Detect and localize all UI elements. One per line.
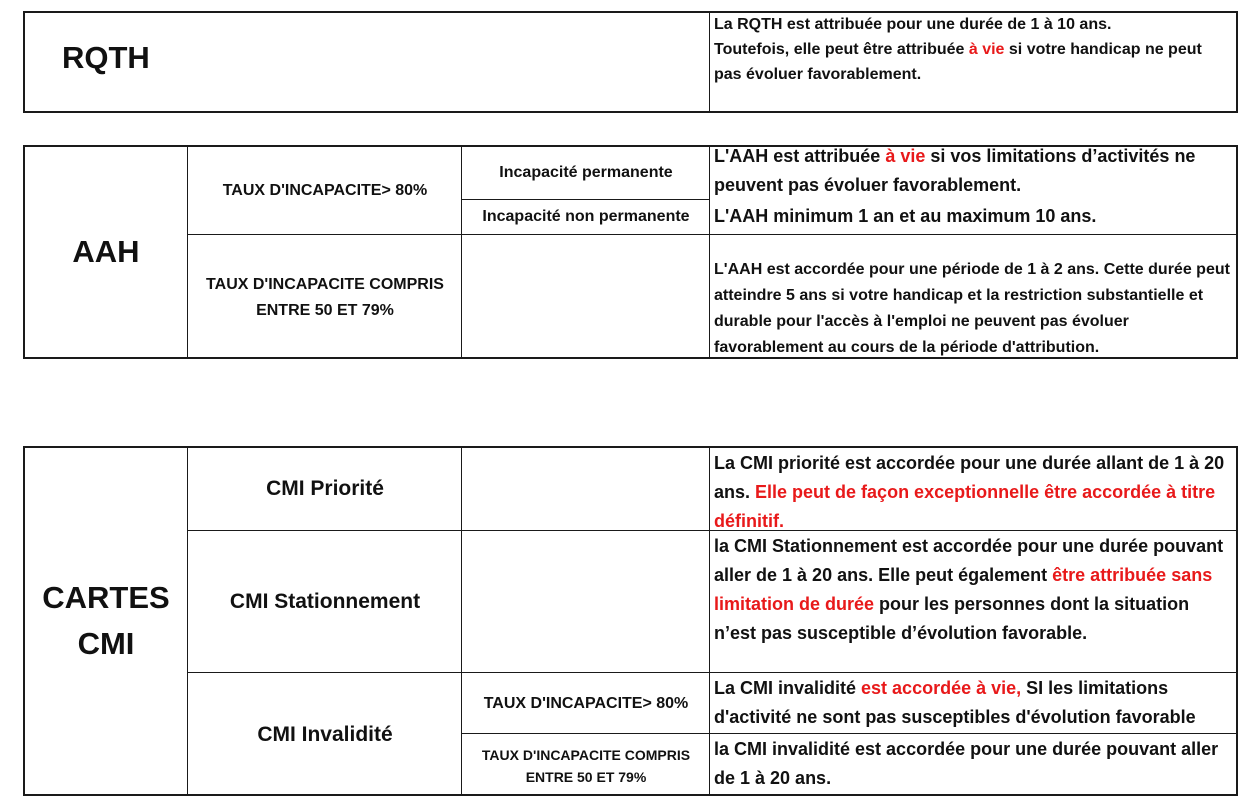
aah-perm-label: Incapacité permanente [499,164,673,181]
rqth-highlight: à vie [968,41,1005,58]
aah-rate-mid: TAUX D'INCAPACITE COMPRIS ENTRE 50 ET 79% [206,275,444,319]
rqth-divider [709,11,710,113]
aah-title [25,145,187,359]
aah-mid-desc: L'AAH est accordée pour une période de 1 à 2 ans. Cette durée peut atteindre 5 ans si votre handicap et la restriction substantielle et durable pour l'accès à l'emploi ne peuvent pas évoluer favorablement au cours de la période d'attribution. [714,261,1230,356]
aah-title-text: AAH [72,234,140,269]
rqth-title-text: RQTH [62,40,150,75]
cmi-inval-high-desc: La CMI invalidité est accordée à vie, SI les limitations d'activité ne sont pas susceptibles d'évolution favorable [714,678,1196,727]
rqth-desc-line1: La RQTH est attribuée pour une durée de 1 à 10 ans. [714,16,1112,33]
cmi-station-highlight: être attribuée sans limitation de durée [714,565,1213,614]
aah-row-divider [187,234,1238,235]
cmi-priorite-label: CMI Priorité [266,477,384,500]
cmi-col2b-divider [461,672,462,796]
cmi-station-desc: la CMI Stationnement est accordée pour une durée pouvant aller de 1 à 20 ans. Elle peut également être attribuée sans limitation de durée pour les personnes dont la situation n’est pas susceptible d’évolution favorable. [714,536,1224,643]
aah-nonperm-desc: L'AAH minimum 1 an et au maximum 10 ans. [714,206,1097,226]
cmi-station-label: CMI Stationnement [229,590,421,613]
aah-col3-divider [709,145,710,359]
cmi-col3-divider [709,446,710,796]
aah-col1-divider [187,145,188,359]
rqth-title [62,40,262,84]
cmi-title [25,446,187,796]
cmi-priorite-desc: La CMI priorité est accordée pour une durée allant de 1 à 20 ans. Elle peut de façon exceptionnelle être accordée à titre définitif. [714,453,1225,531]
cmi-inval-rate-high: TAUX D'INCAPACITE> 80% [483,694,689,712]
aah-rate-high: TAUX D'INCAPACITE> 80% [222,181,428,199]
cmi-inval-label: CMI Invalidité [257,723,393,746]
cmi-title-line1: CARTES [42,580,170,615]
aah-col2-divider [461,145,462,359]
aah-perm-highlight: à vie [885,146,926,166]
cmi-title-line2: CMI [77,626,135,661]
rqth-desc-line2: Toutefois, elle peut être attribuée à vie si votre handicap ne peut pas évoluer favorablement. [714,41,1202,83]
rqth-description [714,11,1229,87]
cmi-col1-divider [187,446,188,796]
cmi-subrow-divider [461,733,1238,734]
cmi-col2-divider [461,446,462,672]
cmi-priorite-highlight: Elle peut de façon exceptionnelle être accordée à titre définitif. [714,482,1216,531]
cmi-inval-highlight: est accordée à vie, [861,678,1022,698]
cmi-row2-divider [187,672,1238,673]
cmi-inval-rate-mid: TAUX D'INCAPACITE COMPRIS ENTRE 50 ET 79% [481,746,691,785]
cmi-inval-mid-desc: la CMI invalidité est accordée pour une durée pouvant aller de 1 à 20 ans. [714,739,1219,788]
aah-perm-desc: L'AAH est attribuée à vie si vos limitations d’activités ne peuvent pas évoluer favorablement. [714,146,1196,195]
aah-nonperm-label: Incapacité non permanente [482,208,690,225]
